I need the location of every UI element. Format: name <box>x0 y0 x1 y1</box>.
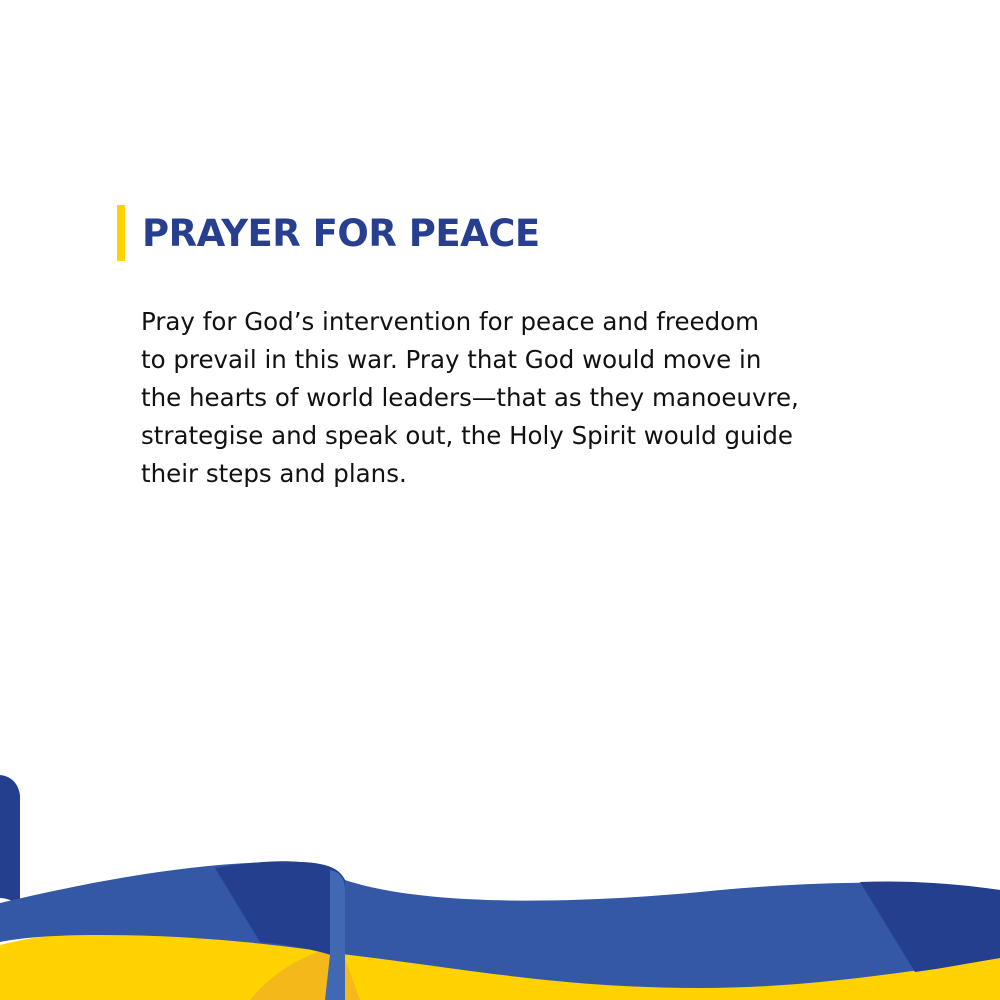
prayer-line: strategise and speak out, the Holy Spirit would guide <box>141 421 793 450</box>
flag-blue-curl <box>0 775 20 905</box>
title-accent-bar <box>117 205 125 261</box>
prayer-line: the hearts of world leaders—that as they manoeuvre, <box>141 383 799 412</box>
prayer-text <box>141 303 901 493</box>
page-title: PRAYER FOR PEACE <box>142 212 540 255</box>
ukraine-flag-ribbon-icon <box>0 740 1000 1000</box>
prayer-line: their steps and plans. <box>141 459 407 488</box>
prayer-line: Pray for God’s intervention for peace and freedom <box>141 307 760 336</box>
prayer-line: to prevail in this war. Pray that God would move in <box>141 345 762 374</box>
